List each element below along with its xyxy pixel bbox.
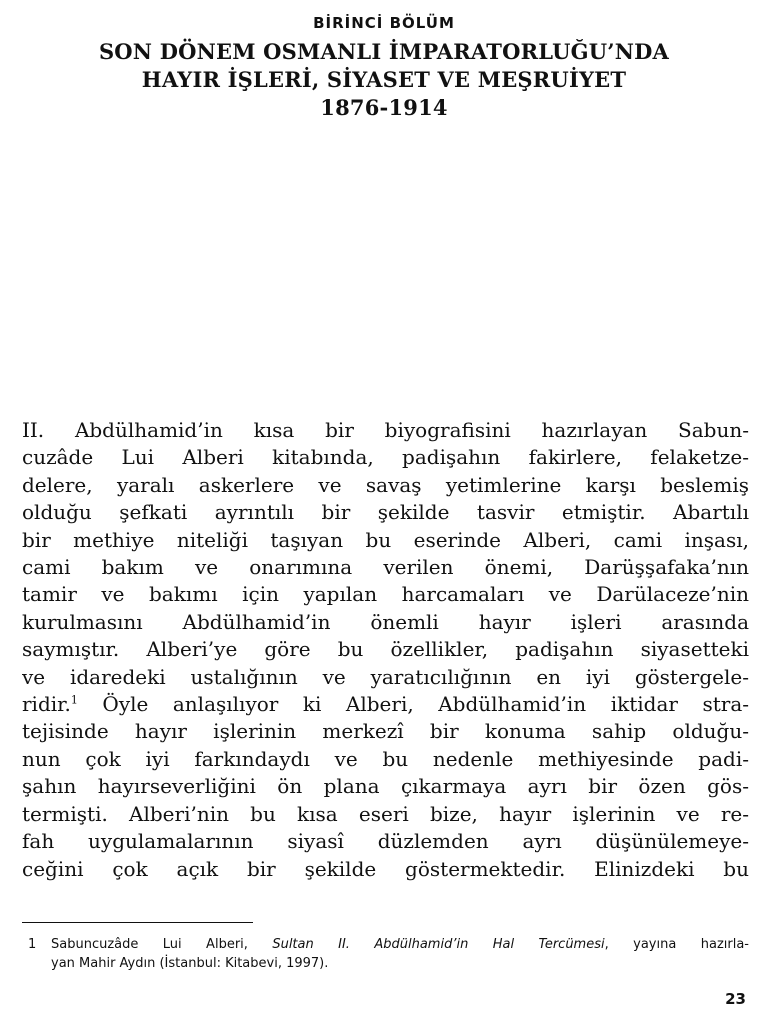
body-line-end: Öyle anlaşılıyor ki Alberi, Abdülhamid’in iktidar stra- xyxy=(102,692,749,717)
footnote-number: 1 xyxy=(28,937,37,952)
body-line: olduğu şefkati ayrıntılı bir şekilde tasvir etmiştir. Abartılı xyxy=(22,500,749,525)
body-line: II. Abdülhamid’in kısa bir biyografisini hazırlayan Sabun- xyxy=(22,418,749,442)
chapter-title-line: HAYIR İŞLERİ, SİYASET VE MEŞRUİYET xyxy=(141,67,627,92)
footnote-divider xyxy=(22,922,253,923)
footnote xyxy=(22,935,749,973)
body-line: bir methiye niteliği taşıyan bu eserinde Alberi, cami inşası, xyxy=(22,527,749,552)
body-line: kurulmasını Abdülhamid’in önemli hayır işleri arasında xyxy=(22,609,749,634)
footnote-text: , yayına hazırla- xyxy=(604,937,749,952)
footnote-author: Sabuncuzâde Lui Alberi, xyxy=(51,937,248,952)
footnote-line xyxy=(51,935,749,954)
footnote-reference[interactable]: 1 xyxy=(70,693,78,707)
chapter-title-years: 1876-1914 xyxy=(320,95,448,120)
chapter-title-line: SON DÖNEM OSMANLI İMPARATORLUĞU’NDA xyxy=(98,39,670,64)
body-line: cami bakım ve onarımına verilen önemi, Darüşşafaka’nın xyxy=(22,555,749,580)
body-line: fah uygulamalarının siyasî düzlemden ayrı düşünülemeye- xyxy=(22,829,749,854)
page-number: 23 xyxy=(725,990,746,1008)
body-line: ceğini çok açık bir şekilde göstermektedir. Elinizdeki bu xyxy=(22,856,749,881)
body-line-start: ridir. xyxy=(22,692,71,717)
body-line: saymıştır. Alberi’ye göre bu özellikler, padişahın siyasetteki xyxy=(22,637,749,662)
body-paragraph xyxy=(22,417,749,883)
body-line: tamir ve bakımı için yapılan harcamaları ve Darülaceze’nin xyxy=(22,582,749,607)
body-line: termişti. Alberi’nin bu kısa eseri bize, hayır işlerinin ve re- xyxy=(22,801,749,826)
body-line: ve idaredeki ustalığının ve yaratıcılığının en iyi göstergele- xyxy=(22,664,749,689)
chapter-title xyxy=(20,38,748,122)
body-line: delere, yaralı askerlere ve savaş yetimlerine karşı beslemiş xyxy=(22,472,749,497)
footnote-book-title: Sultan II. Abdülhamid’in Hal Tercümesi xyxy=(272,937,605,952)
chapter-label: BİRİNCİ BÖLÜM xyxy=(313,14,455,32)
body-line: cuzâde Lui Alberi kitabında, padişahın fakirlere, felaketze- xyxy=(22,445,749,470)
body-line-with-footnote xyxy=(22,691,749,718)
body-line: şahın hayırseverliğini ön plana çıkarmaya ayrı bir özen gös- xyxy=(22,774,749,799)
footnote-body xyxy=(51,935,749,973)
body-line: nun çok iyi farkındaydı ve bu nedenle methiyesinde padi- xyxy=(22,746,749,771)
body-line: tejisinde hayır işlerinin merkezî bir konuma sahip olduğu- xyxy=(22,719,749,744)
footnote-line: yan Mahir Aydın (İstanbul: Kitabevi, 1997). xyxy=(51,956,329,971)
